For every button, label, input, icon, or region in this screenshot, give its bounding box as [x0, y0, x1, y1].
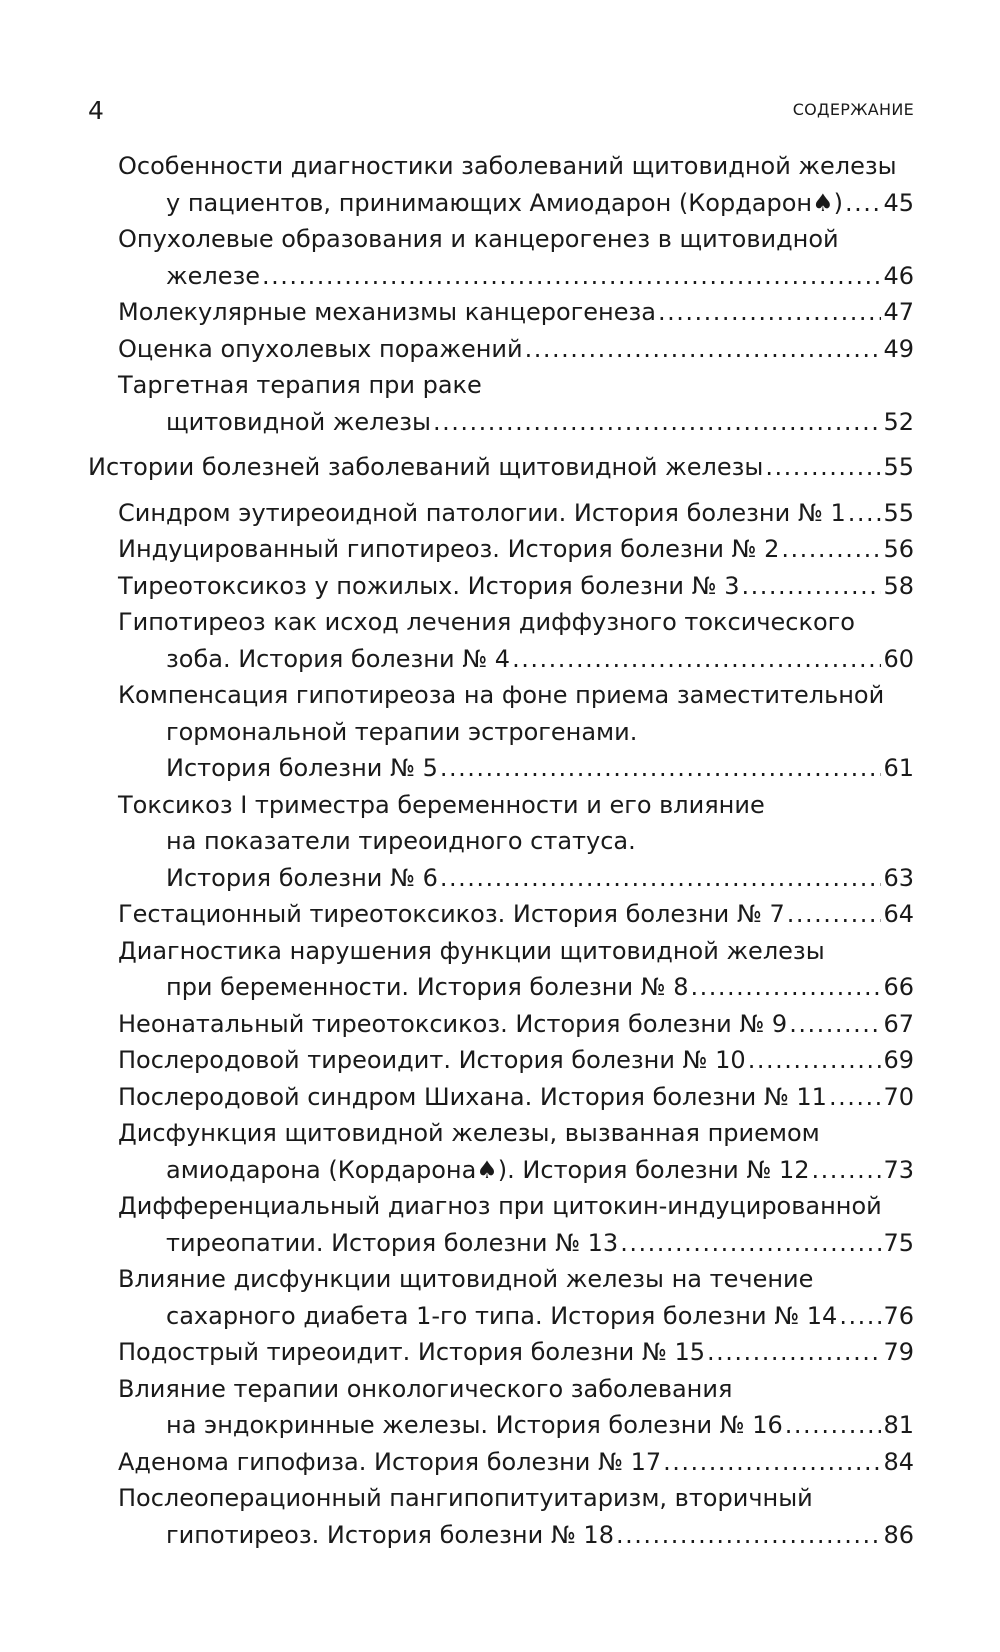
- toc-entry-title: амиодарона (Кордарона♠). История болезни № 12: [166, 1155, 810, 1184]
- toc-entry: [0, 1115, 1000, 1188]
- toc-entry-title: Гипотиреоз как исход лечения диффузного токсического: [118, 608, 855, 636]
- dot-leader: [787, 896, 882, 933]
- toc-entry-title: железе: [166, 261, 261, 290]
- toc-entry: [0, 294, 1000, 331]
- toc-entry-line: [0, 677, 1000, 714]
- toc-entry-page-number: 86: [883, 1520, 914, 1549]
- toc-entry-line: [0, 1371, 1000, 1408]
- toc-entry-line: [0, 1407, 1000, 1444]
- toc-entry-title: Тиреотоксикоз у пожилых. История болезни № 3: [118, 571, 740, 600]
- toc-entry-title: Послеоперационный пангипопитуитаризм, вторичный: [118, 1484, 813, 1512]
- toc-entry-page-number: 76: [883, 1301, 914, 1330]
- toc-entry-page-number: 56: [883, 535, 914, 563]
- dot-leader: [525, 331, 882, 368]
- dot-leader: [440, 750, 882, 787]
- dot-leader: [658, 294, 881, 331]
- toc-entry-line: [0, 1261, 1000, 1298]
- toc-entry: [0, 1079, 1000, 1116]
- toc-entry-title: Влияние терапии онкологического заболевания: [118, 1374, 733, 1403]
- toc-entry-line: [0, 1298, 1000, 1335]
- toc-entry-page-number: 49: [883, 334, 914, 363]
- toc-entry-page-number: 46: [883, 261, 914, 290]
- toc-entry-line: [0, 1225, 1000, 1262]
- toc-entry-title: Молекулярные механизмы канцерогенеза: [118, 298, 656, 326]
- toc-entry-line: [0, 860, 1000, 897]
- toc-entry-line: [0, 1480, 1000, 1517]
- toc-entry: [0, 1188, 1000, 1261]
- toc-entry-line: [0, 331, 1000, 368]
- toc-entry-line: [0, 449, 1000, 486]
- toc-entry-line: [0, 787, 1000, 824]
- dot-leader: [707, 1334, 881, 1371]
- dot-leader: [848, 495, 882, 532]
- toc-entry-line: [0, 641, 1000, 678]
- toc-entry-line: [0, 495, 1000, 532]
- dot-leader: [440, 860, 882, 897]
- toc-entry-line: [0, 185, 1000, 222]
- toc-entry-page-number: 63: [883, 863, 914, 892]
- dot-leader: [765, 449, 881, 486]
- toc-entry-line: [0, 221, 1000, 258]
- toc-entry: [0, 604, 1000, 677]
- toc-entry-page-number: 61: [883, 754, 914, 782]
- dot-leader: [812, 1152, 882, 1189]
- toc-entry-line: [0, 367, 1000, 404]
- toc-entry-page-number: 67: [883, 1009, 914, 1038]
- toc-entry-title: гормональной терапии эстрогенами.: [166, 717, 638, 746]
- toc-entry-page-number: 79: [883, 1338, 914, 1366]
- toc-entry: [0, 1006, 1000, 1043]
- toc-entry-page-number: 55: [883, 453, 914, 481]
- toc-entry-title: Послеродовой синдром Шихана. История болезни № 11: [118, 1082, 827, 1111]
- toc-entry: [0, 1480, 1000, 1553]
- toc-entry: [0, 677, 1000, 787]
- toc-entry: [0, 531, 1000, 568]
- toc-entry-line: [0, 1517, 1000, 1554]
- dot-leader: [663, 1444, 881, 1481]
- toc-entry-page-number: 52: [883, 407, 914, 436]
- toc-entry-line: [0, 1042, 1000, 1079]
- toc-entry-title: гипотиреоз. История болезни № 18: [166, 1520, 614, 1549]
- toc-entry-title: Таргетная терапия при раке: [118, 371, 482, 399]
- toc-entry-title: Компенсация гипотиреоза на фоне приема заместительной: [118, 681, 885, 709]
- toc-entry-title: тиреопатии. История болезни № 13: [166, 1228, 619, 1257]
- toc-entry-line: [0, 1152, 1000, 1189]
- toc-entry-title: Опухолевые образования и канцерогенез в щитовидной: [118, 225, 839, 253]
- toc-entry: [0, 367, 1000, 440]
- toc-entry-line: [0, 148, 1000, 185]
- toc-entry-page-number: 58: [883, 571, 914, 600]
- toc-entry: [0, 331, 1000, 368]
- toc-entry-title: на показатели тиреоидного статуса.: [166, 827, 636, 855]
- toc-entry-title: Диагностика нарушения функции щитовидной железы: [118, 936, 825, 965]
- dot-leader: [433, 404, 881, 441]
- table-of-contents: [0, 148, 1000, 1553]
- dot-leader: [845, 185, 881, 222]
- dot-leader: [691, 969, 882, 1006]
- toc-entry: [0, 568, 1000, 605]
- toc-entry: [0, 896, 1000, 933]
- toc-entry-line: [0, 604, 1000, 641]
- toc-entry-title: Дисфункция щитовидной железы, вызванная приемом: [118, 1119, 820, 1147]
- toc-entry-title: Подострый тиреоидит. История болезни № 15: [118, 1338, 705, 1366]
- toc-entry-page-number: 81: [883, 1411, 914, 1439]
- toc-entry-line: [0, 1444, 1000, 1481]
- dot-leader: [620, 1225, 881, 1262]
- toc-entry: [0, 1371, 1000, 1444]
- toc-entry: [0, 495, 1000, 532]
- toc-entry-title: Синдром эутиреоидной патологии. История болезни № 1: [118, 498, 846, 527]
- toc-entry-line: [0, 714, 1000, 751]
- toc-entry-line: [0, 531, 1000, 568]
- toc-entry-title: Индуцированный гипотиреоз. История болезни № 2: [118, 535, 780, 563]
- toc-entry-page-number: 75: [883, 1228, 914, 1257]
- toc-entry-line: [0, 404, 1000, 441]
- toc-entry-title: Влияние дисфункции щитовидной железы на течение: [118, 1265, 814, 1293]
- toc-entry-line: [0, 933, 1000, 970]
- dot-leader: [839, 1298, 881, 1335]
- toc-entry-line: [0, 568, 1000, 605]
- toc-entry-line: [0, 1188, 1000, 1225]
- toc-entry-title: История болезни № 5: [166, 754, 438, 782]
- toc-entry-title: щитовидной железы: [166, 407, 432, 436]
- toc-entry-page-number: 66: [883, 973, 914, 1001]
- page-number: 4: [88, 96, 104, 125]
- toc-entry-title: Гестационный тиреотоксикоз. История болезни № 7: [118, 900, 785, 928]
- toc-entry-line: [0, 258, 1000, 295]
- toc-entry-title: Токсикоз I триместра беременности и его влияние: [118, 790, 765, 819]
- toc-entry-title: Неонатальный тиреотоксикоз. История болезни № 9: [118, 1009, 788, 1038]
- toc-entry-page-number: 69: [883, 1046, 914, 1074]
- dot-leader: [781, 531, 881, 568]
- toc-entry-title: при беременности. История болезни № 8: [166, 973, 689, 1001]
- toc-section-entry: [0, 449, 1000, 486]
- toc-entry: [0, 1334, 1000, 1371]
- toc-entry-line: [0, 294, 1000, 331]
- dot-leader: [741, 568, 881, 605]
- toc-entry-page-number: 73: [883, 1155, 914, 1184]
- toc-entry-page-number: 55: [883, 498, 914, 527]
- toc-entry-page-number: 64: [883, 900, 914, 928]
- dot-leader: [785, 1407, 882, 1444]
- toc-entry-title: сахарного диабета 1-го типа. История болезни № 14: [166, 1301, 838, 1330]
- toc-entry: [0, 1261, 1000, 1334]
- toc-entry: [0, 787, 1000, 897]
- toc-entry-title: зоба. История болезни № 4: [166, 644, 511, 673]
- toc-entry-title: Особенности диагностики заболеваний щитовидной железы: [118, 152, 897, 180]
- toc-entry-page-number: 60: [883, 644, 914, 673]
- toc-entry-page-number: 70: [883, 1082, 914, 1111]
- dot-leader: [829, 1079, 882, 1116]
- running-head: СОДЕРЖАНИЕ: [792, 100, 914, 119]
- toc-entry-line: [0, 1006, 1000, 1043]
- toc-entry-title: у пациентов, принимающих Амиодарон (Кордарон♠): [166, 188, 844, 217]
- toc-entry-title: на эндокринные железы. История болезни № 16: [166, 1411, 783, 1439]
- toc-entry-page-number: 45: [883, 188, 914, 217]
- dot-leader: [512, 641, 881, 678]
- dot-leader: [616, 1517, 881, 1554]
- toc-entry-title: Аденома гипофиза. История болезни № 17: [118, 1447, 662, 1476]
- toc-entry-title: Оценка опухолевых поражений: [118, 334, 523, 363]
- toc-entry-title: Послеродовой тиреоидит. История болезни № 10: [118, 1046, 746, 1074]
- toc-entry: [0, 148, 1000, 221]
- dot-leader: [789, 1006, 881, 1043]
- toc-entry-page-number: 47: [883, 298, 914, 326]
- toc-entry-line: [0, 823, 1000, 860]
- toc-entry: [0, 933, 1000, 1006]
- toc-entry-line: [0, 1334, 1000, 1371]
- toc-entry-title: История болезни № 6: [166, 863, 438, 892]
- dot-leader: [262, 258, 881, 295]
- toc-entry-title: Истории болезней заболеваний щитовидной железы: [88, 453, 764, 481]
- toc-entry: [0, 1042, 1000, 1079]
- toc-entry-line: [0, 896, 1000, 933]
- toc-entry-line: [0, 750, 1000, 787]
- toc-entry-line: [0, 1079, 1000, 1116]
- toc-entry-page-number: 84: [883, 1447, 914, 1476]
- toc-entry-line: [0, 1115, 1000, 1152]
- toc-entry-line: [0, 969, 1000, 1006]
- toc-entry-title: Дифференциальный диагноз при цитокин-индуцированной: [118, 1192, 882, 1220]
- toc-entry: [0, 1444, 1000, 1481]
- dot-leader: [748, 1042, 882, 1079]
- toc-entry: [0, 221, 1000, 294]
